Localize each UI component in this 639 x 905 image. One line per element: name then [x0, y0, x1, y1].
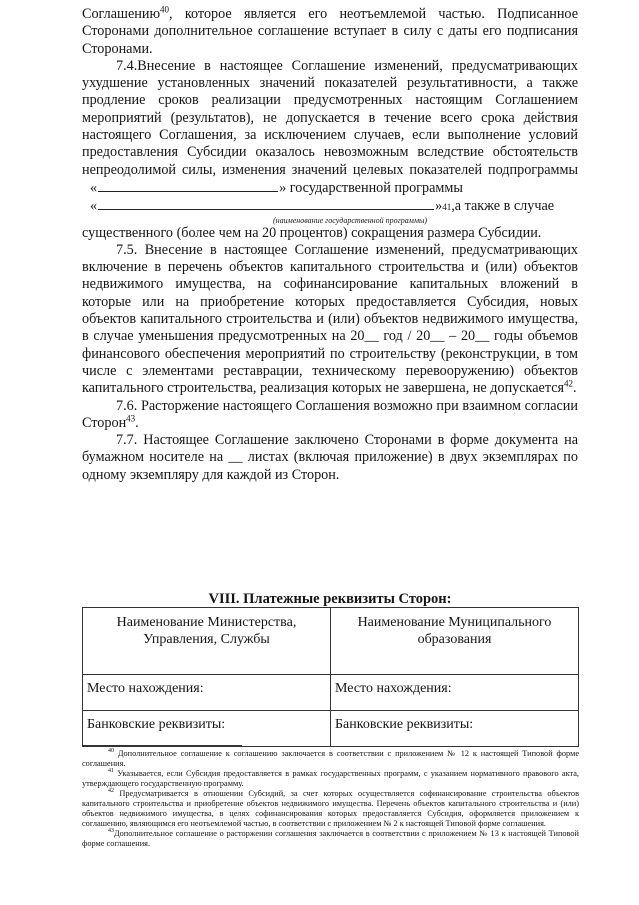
paragraph-7-4-end: существенного (более чем на 20 процентов) сокращения размера Субсидии. [82, 224, 542, 241]
paragraph-7-4: 7.4.Внесение в настоящее Соглашение изменений, предусматривающих ухудшение установленных значений показателей результативности, а также продление сроков реализации предусмотренных настоящим Соглашением мероприятий (результатов), не допускается в течение всего срока действия настоящего Соглашения, за исключением случаев, если выполнение условий предоставления Субсидии оказалось невозможным вследствие обстоятельств непреодолимой силы, изменения значений целевых показателей подпрограммы [82, 57, 578, 178]
header-municipality: Наименование Муниципального образования [331, 608, 579, 675]
footnote-ref-43[interactable]: 43 [126, 413, 136, 424]
program-name-line-1: « » государственной программы [90, 179, 463, 196]
table-row [83, 608, 579, 675]
footnote-40: $^{40}$ Дополнительное соглашение к соглашению заключается в соответствии с приложением № 12 к настоящей Типовой форме соглашения. [82, 748, 579, 768]
section-title: VIII. Платежные реквизиты Сторон: [208, 591, 452, 607]
paragraph-7-7: 7.7. Настоящее Соглашение заключено Сторонами в форме документа на бумажном носителе на __ листах (включая приложение) в двух экземплярах по одному экземпляру для каждой из Сторон. [82, 432, 578, 483]
paragraph-continuation: Соглашению$^{40}$, которое является его неотъемлемой частью. Подписанное Сторонами дополнительное соглашение вступает в силу с даты его подписания Сторонами. [82, 4, 578, 57]
location-ministry: Место нахождения: [83, 675, 331, 711]
program-name-blank-2 [98, 197, 434, 210]
header-ministry: Наименование Министерства, Управления, Службы [83, 608, 331, 675]
footnote-41: $^{41}$ Указывается, если Субсидия предоставляется в рамках государственных программ, с указанием нормативного правового акта, утверждающего государственную программу. [82, 768, 579, 788]
location-municipality: Место нахождения: [331, 675, 579, 711]
paragraph-7-6: 7.6. Расторжение настоящего Соглашения возможно при взаимном согласии Сторон$^{43}$. [82, 397, 578, 431]
table-row [83, 711, 579, 747]
footnotes [82, 749, 579, 849]
program-name-caption: (наименование государственной программы) [272, 215, 428, 225]
bank-details-ministry: Банковские реквизиты: [83, 711, 331, 747]
footnote-ref-42[interactable]: 42 [564, 378, 574, 389]
program-name-line-2: « » 41 ,а также в случае [90, 198, 555, 215]
bank-details-municipality: Банковские реквизиты: [331, 711, 579, 747]
footnote-43: $^{43}$Дополнительное соглашение о расторжении соглашения заключается в соответствии с приложением № 13 к настоящей Типовой форме соглашения. [82, 828, 579, 848]
table-row [83, 675, 579, 711]
footnote-separator [82, 745, 242, 746]
paragraph-7-5: 7.5. Внесение в настоящее Соглашение изменений, предусматривающих включение в перечень объектов капитального строительства и (или) объектов недвижимого имущества, на софинансирование капитальных вложений в которые или на приобретение которых предоставляется Субсидия, новых объектов капитального строительства и (или) объектов недвижимого имущества, в случае уменьшения предусмотренных на 20__ год / 20__ – 20__ годы объемов финансового обеспечения мероприятий по строительству (реконструкции, в том числе с элементами реставрации, техническому перевооружению) объектов капитального строительства, реализация которых не завершена, не допускается$^{42}$. [82, 241, 578, 397]
footnote-ref-40[interactable]: 40 [160, 4, 170, 15]
document-body [82, 6, 578, 484]
footnote-42: $^{42}$ Предусматривается в отношении Субсидий, за счет которых осуществляется софинансирование строительства объектов капитального строительства и приобретение объектов недвижимого имущества. Перечень объектов капитального строительства и (или) объектов недвижимого имущества, в целях софинансирования которых предоставляется Субсидия, оформляется приложением к соглашению, являющимся его неотъемлемой частью, в соответствии с приложением № 2 к настоящей Типовой форме соглашения. [82, 788, 579, 828]
payment-details-table [82, 607, 579, 747]
program-name-blank-1 [98, 179, 278, 192]
